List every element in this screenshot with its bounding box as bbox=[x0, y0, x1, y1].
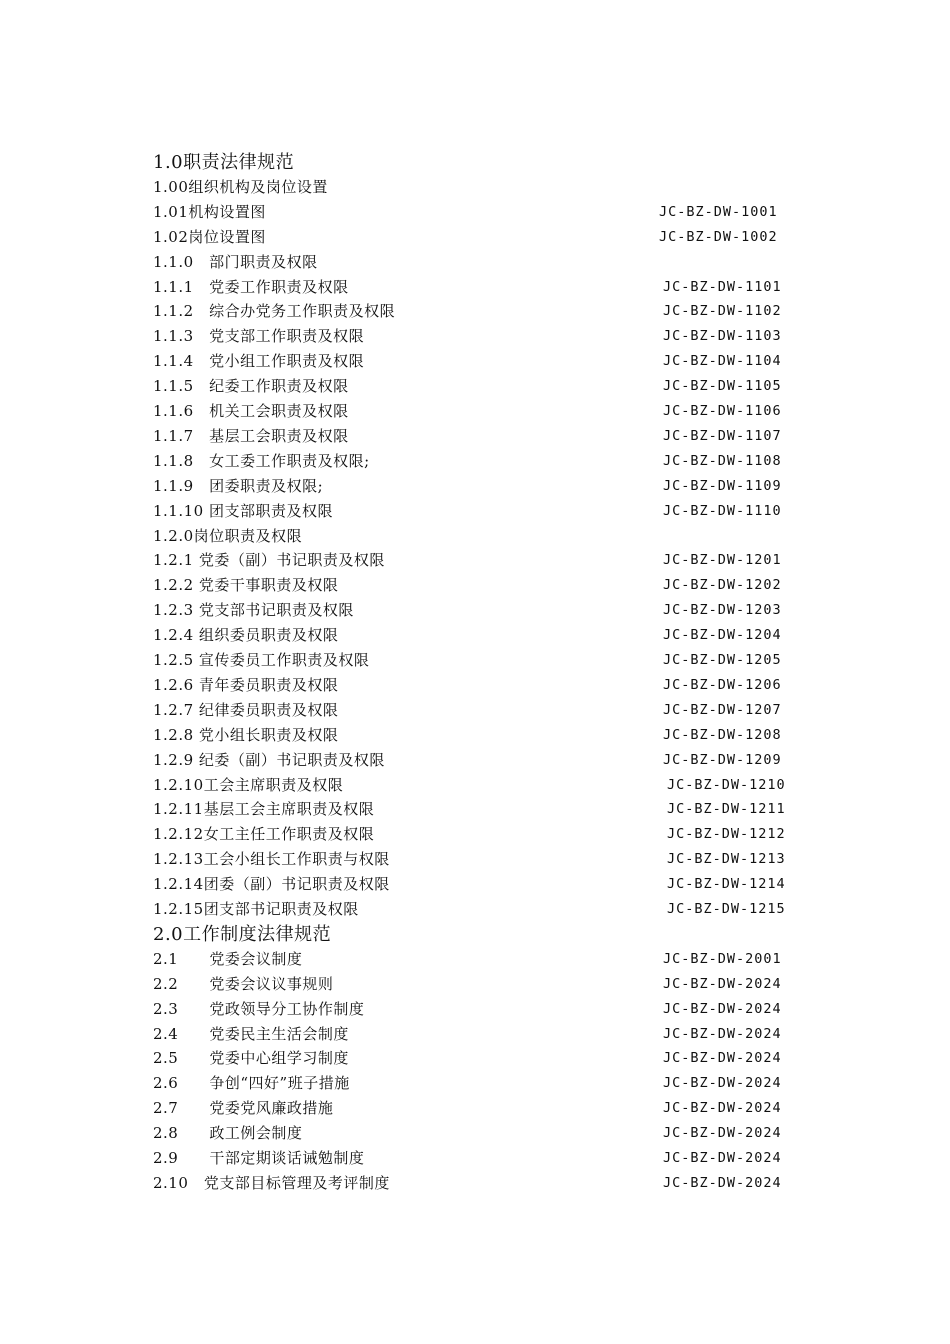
entry-title: 1.1.1 党委工作职责及权限 bbox=[153, 277, 349, 296]
entry-title: 1.2.15团支部书记职责及权限 bbox=[153, 900, 359, 918]
entry-code: JC-BZ-DW-1211 bbox=[667, 801, 786, 818]
entry-title: 1.2.13工会小组长工作职责与权限 bbox=[153, 850, 390, 869]
toc-entry bbox=[153, 673, 793, 698]
toc-entry bbox=[153, 822, 793, 847]
entry-title: 2.9 干部定期谈话诫勉制度 bbox=[153, 1149, 365, 1167]
entry-code: JC-BZ-DW-1204 bbox=[663, 627, 782, 644]
toc-entry bbox=[153, 399, 793, 424]
entry-code: JC-BZ-DW-2024 bbox=[663, 1025, 782, 1042]
entry-title: 1.1.10 团支部职责及权限 bbox=[153, 501, 333, 520]
entry-title: 2.1 党委会议制度 bbox=[153, 949, 303, 968]
toc-entry bbox=[153, 573, 793, 598]
toc-entry bbox=[153, 1071, 793, 1096]
section-heading bbox=[153, 150, 793, 175]
toc-entry bbox=[153, 897, 793, 922]
entry-title: 1.2.0岗位职责及权限 bbox=[153, 526, 303, 545]
entry-title: 1.00组织机构及岗位设置 bbox=[153, 177, 328, 196]
toc-entry bbox=[153, 175, 793, 200]
toc-entry bbox=[153, 872, 793, 897]
entry-title: 1.1.6 机关工会职责及权限 bbox=[153, 402, 349, 420]
entry-code: JC-BZ-DW-1110 bbox=[663, 502, 782, 519]
entry-code: JC-BZ-DW-2024 bbox=[663, 1150, 782, 1166]
toc-entry bbox=[153, 598, 793, 623]
entry-code: JC-BZ-DW-2024 bbox=[663, 1050, 782, 1067]
entry-title: 1.2.12女工主任工作职责及权限 bbox=[153, 825, 375, 844]
entry-title: 1.2.8 党小组长职责及权限 bbox=[153, 725, 339, 744]
toc-entry bbox=[153, 200, 793, 225]
entry-title: 1.1.3 党支部工作职责及权限 bbox=[153, 327, 365, 346]
entry-code: JC-BZ-DW-1101 bbox=[663, 278, 782, 295]
entry-title: 1.2.9 纪委（副）书记职责及权限 bbox=[153, 750, 385, 769]
toc-entry bbox=[153, 225, 793, 250]
toc-entry bbox=[153, 1046, 793, 1071]
entry-code: JC-BZ-DW-1215 bbox=[667, 901, 786, 917]
entry-code: JC-BZ-DW-2024 bbox=[663, 1075, 782, 1092]
entry-code: JC-BZ-DW-1213 bbox=[667, 851, 786, 868]
entry-code: JC-BZ-DW-1203 bbox=[663, 602, 782, 619]
entry-code: JC-BZ-DW-1105 bbox=[663, 378, 782, 395]
entry-code: JC-BZ-DW-2024 bbox=[663, 1174, 782, 1191]
toc-entry bbox=[153, 299, 793, 324]
entry-title: 1.0职责法律规范 bbox=[153, 152, 295, 173]
entry-code: JC-BZ-DW-1209 bbox=[663, 751, 782, 768]
toc-entry bbox=[153, 1096, 793, 1121]
toc-entry bbox=[153, 748, 793, 773]
toc-entry bbox=[153, 449, 793, 474]
entry-code: JC-BZ-DW-1002 bbox=[659, 228, 778, 245]
entry-title: 2.6 争创“四好”班子措施 bbox=[153, 1074, 350, 1093]
toc-entry bbox=[153, 250, 793, 275]
entry-code: JC-BZ-DW-1205 bbox=[663, 652, 782, 668]
entry-code: JC-BZ-DW-2024 bbox=[663, 1000, 782, 1017]
toc-entry bbox=[153, 698, 793, 723]
entry-code: JC-BZ-DW-2024 bbox=[663, 975, 782, 992]
toc-entry bbox=[153, 1146, 793, 1171]
entry-title: 1.2.2 党委干事职责及权限 bbox=[153, 576, 339, 595]
entry-title: 1.2.3 党支部书记职责及权限 bbox=[153, 601, 354, 620]
entry-title: 1.2.7 纪律委员职责及权限 bbox=[153, 700, 339, 719]
entry-title: 1.1.2 综合办党务工作职责及权限 bbox=[153, 302, 396, 321]
entry-code: JC-BZ-DW-2001 bbox=[663, 950, 782, 967]
toc-entry bbox=[153, 623, 793, 648]
entry-code: JC-BZ-DW-1109 bbox=[663, 477, 782, 494]
entry-title: 2.10 党支部目标管理及考评制度 bbox=[153, 1173, 390, 1192]
toc-entry bbox=[153, 773, 793, 798]
entry-title: 2.3 党政领导分工协作制度 bbox=[153, 999, 365, 1018]
toc-entry bbox=[153, 1022, 793, 1047]
entry-code: JC-BZ-DW-1108 bbox=[663, 452, 782, 469]
entry-code: JC-BZ-DW-1210 bbox=[667, 776, 786, 793]
entry-title: 1.1.9 团委职责及权限; bbox=[153, 476, 324, 495]
toc-entry bbox=[153, 424, 793, 449]
toc-entry bbox=[153, 797, 793, 822]
toc-entry bbox=[153, 324, 793, 349]
entry-code: JC-BZ-DW-1212 bbox=[667, 826, 786, 843]
toc-entry bbox=[153, 374, 793, 399]
entry-title: 2.5 党委中心组学习制度 bbox=[153, 1049, 349, 1068]
entry-code: JC-BZ-DW-1001 bbox=[659, 203, 778, 220]
entry-title: 1.1.4 党小组工作职责及权限 bbox=[153, 352, 365, 371]
entry-title: 1.2.14团委（副）书记职责及权限 bbox=[153, 875, 390, 894]
toc-entry bbox=[153, 997, 793, 1022]
entry-title: 1.1.7 基层工会职责及权限 bbox=[153, 426, 349, 445]
entry-title: 2.8 政工例会制度 bbox=[153, 1124, 303, 1143]
entry-title: 1.2.1 党委（副）书记职责及权限 bbox=[153, 551, 385, 570]
entry-title: 1.01机构设置图 bbox=[153, 202, 266, 221]
entry-title: 2.4 党委民主生活会制度 bbox=[153, 1024, 349, 1043]
entry-code: JC-BZ-DW-1106 bbox=[663, 403, 782, 419]
toc-entry bbox=[153, 548, 793, 573]
entry-title: 1.2.11基层工会主席职责及权限 bbox=[153, 800, 375, 819]
entry-title: 1.2.10工会主席职责及权限 bbox=[153, 775, 344, 794]
toc-entry bbox=[153, 972, 793, 997]
entry-title: 1.2.6 青年委员职责及权限 bbox=[153, 675, 339, 694]
toc-entry bbox=[153, 648, 793, 673]
entry-code: JC-BZ-DW-1208 bbox=[663, 726, 782, 743]
entry-title: 1.1.8 女工委工作职责及权限; bbox=[153, 451, 370, 470]
toc-entry bbox=[153, 349, 793, 374]
toc-entry bbox=[153, 847, 793, 872]
section-heading bbox=[153, 922, 793, 947]
entry-code: JC-BZ-DW-1206 bbox=[663, 676, 782, 693]
entry-code: JC-BZ-DW-1214 bbox=[667, 876, 786, 893]
entry-code: JC-BZ-DW-2024 bbox=[663, 1125, 782, 1142]
entry-code: JC-BZ-DW-2024 bbox=[663, 1100, 782, 1117]
entry-code: JC-BZ-DW-1202 bbox=[663, 577, 782, 594]
toc-entry bbox=[153, 723, 793, 748]
entry-code: JC-BZ-DW-1102 bbox=[663, 303, 782, 320]
entry-title: 1.02岗位设置图 bbox=[153, 227, 266, 246]
toc-entry bbox=[153, 474, 793, 499]
toc-entry bbox=[153, 499, 793, 524]
entry-code: JC-BZ-DW-1201 bbox=[663, 552, 782, 569]
entry-title: 2.7 党委党风廉政措施 bbox=[153, 1099, 334, 1118]
entry-code: JC-BZ-DW-1207 bbox=[663, 701, 782, 718]
entry-title: 1.2.4 组织委员职责及权限 bbox=[153, 626, 339, 645]
toc-entry bbox=[153, 1171, 793, 1196]
entry-code: JC-BZ-DW-1104 bbox=[663, 353, 782, 370]
toc-entry bbox=[153, 947, 793, 972]
entry-title: 1.1.0 部门职责及权限 bbox=[153, 252, 318, 271]
entry-code: JC-BZ-DW-1103 bbox=[663, 328, 782, 345]
toc-entry bbox=[153, 1121, 793, 1146]
entry-title: 2.2 党委会议议事规则 bbox=[153, 974, 334, 993]
toc-entry bbox=[153, 524, 793, 549]
entry-title: 2.0工作制度法律规范 bbox=[153, 923, 332, 945]
toc-entry bbox=[153, 275, 793, 300]
entry-code: JC-BZ-DW-1107 bbox=[663, 427, 782, 444]
entry-title: 1.2.5 宣传委员工作职责及权限 bbox=[153, 651, 370, 669]
entry-title: 1.1.5 纪委工作职责及权限 bbox=[153, 377, 349, 396]
